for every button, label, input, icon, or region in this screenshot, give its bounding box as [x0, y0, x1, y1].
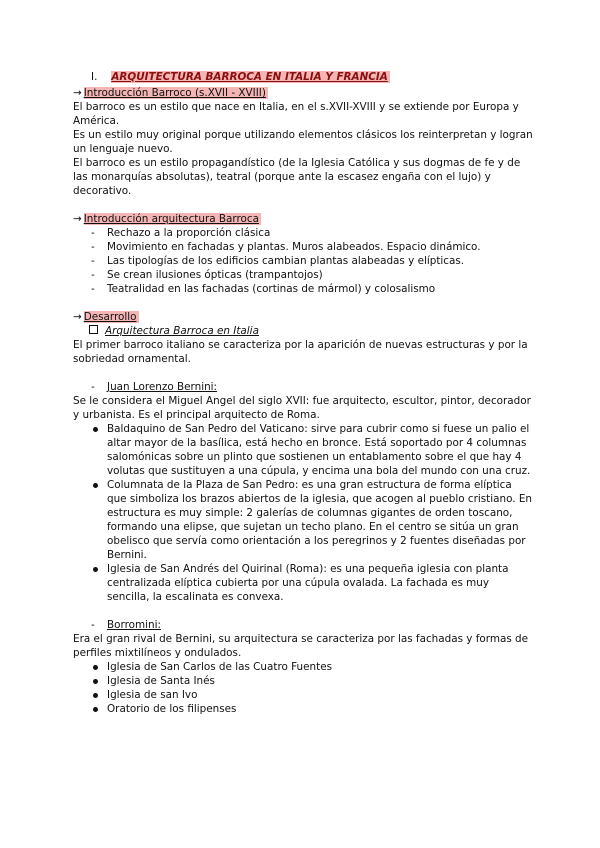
- intro-barroco-paragraph: El barroco es un estilo que nace en Italia, en el s.XVII-XVIII y se extiende por Europa y América.: [73, 101, 519, 127]
- checkbox-icon: [89, 325, 98, 334]
- bernini-name: Juan Lorenzo Bernini:: [107, 381, 218, 393]
- italia-subheading: [73, 324, 533, 338]
- list-item: Iglesia de San Carlos de las Cuatro Fuentes: [73, 660, 533, 674]
- intro-barroco-heading-text: Introducción Barroco (s.XVII - XVIII): [83, 87, 266, 99]
- list-item: Iglesia de San Andrés del Quirinal (Roma): es una pequeña iglesia con planta centralizada elíptica cubierta por una cúpula ovalada. La fachada es muy sencilla, la escalinata es convexa.: [73, 562, 533, 604]
- arrow-right-icon: →: [73, 213, 82, 225]
- section-title-line: [73, 70, 533, 86]
- list-item: Iglesia de san Ivo: [73, 688, 533, 702]
- borromini-intro: Era el gran rival de Bernini, su arquitectura se caracteriza por las fachadas y formas de perfiles mixtilíneos y ondulados.: [73, 633, 529, 659]
- section-title: ARQUITECTURA BARROCA EN ITALIA Y FRANCIA: [111, 71, 388, 83]
- list-item: - Rechazo a la proporción clásica: [73, 226, 533, 240]
- intro-arquitectura-heading-text: Introducción arquitectura Barroca: [83, 213, 259, 225]
- list-item: Iglesia de Santa Inés: [73, 674, 533, 688]
- borromini-heading: [73, 618, 533, 632]
- intro-arquitectura-heading: [73, 212, 533, 226]
- bernini-heading: [73, 380, 533, 394]
- spacer: [73, 604, 533, 618]
- list-item: - Teatralidad en las fachadas (cortinas de mármol) y colosalismo: [73, 282, 533, 296]
- spacer: [73, 366, 533, 380]
- list-item: Oratorio de los filipenses: [73, 702, 533, 716]
- list-item: - Las tipologías de los edificios cambian plantas alabeadas y elípticas.: [73, 254, 533, 268]
- document-page: [73, 70, 533, 716]
- spacer: [73, 198, 533, 212]
- intro-barroco-heading: [73, 86, 533, 100]
- list-item: - Movimiento en fachadas y plantas. Muros alabeados. Espacio dinámico.: [73, 240, 533, 254]
- desarrollo-intro: El primer barroco italiano se caracteriza por la aparición de nuevas estructuras y por la sobriedad ornamental.: [73, 339, 528, 365]
- list-item: - Se crean ilusiones ópticas (trampantojos): [73, 268, 533, 282]
- dash-marker: -: [91, 381, 95, 393]
- section-number: I.: [91, 71, 98, 83]
- list-item: Columnata de la Plaza de San Pedro: es una gran estructura de forma elíptica que simboliza los brazos abiertos de la iglesia, que acogen al pueblo cristiano. En estructura es muy simple: 2 galerías de columnas gigantes de orden toscano, formando una elipse, que sujetan un techo plano. En el centro se sitúa un gran obelisco que servía como orientación a los peregrinos y 2 fuentes diseñadas por Bernini.: [73, 478, 533, 562]
- intro-barroco-paragraph: El barroco es un estilo propagandístico (de la Iglesia Católica y sus dogmas de fe y de las monarquías absolutas), teatral (porque ante la escasez engaña con el lujo) y decorativo.: [73, 157, 521, 197]
- desarrollo-heading-text: Desarrollo: [83, 311, 137, 323]
- arrow-right-icon: →: [73, 311, 82, 323]
- borromini-works-list: [73, 660, 533, 716]
- bernini-works-list: [73, 422, 533, 604]
- intro-barroco-paragraph: Es un estilo muy original porque utilizando elementos clásicos los reinterpretan y logran un lenguaje nuevo.: [73, 129, 533, 155]
- list-item: Baldaquino de San Pedro del Vaticano: sirve para cubrir como si fuese un palio el altar mayor de la basílica, está hecho en bronce. Está soportado por 4 columnas salomónicas sobre un plinto que sostienen un entablamento sobre el que hay 4 volutas que sustituyen a una cúpula, y encima una bola del mundo con una cruz.: [73, 422, 533, 478]
- italia-subheading-text: Arquitectura Barroca en Italia: [105, 325, 259, 337]
- intro-arquitectura-list: [73, 226, 533, 296]
- spacer: [73, 296, 533, 310]
- dash-marker: -: [91, 619, 95, 631]
- desarrollo-heading: [73, 310, 533, 324]
- bernini-intro: Se le considera el Miguel Angel del siglo XVII: fue arquitecto, escultor, pintor, decorador y urbanista. Es el principal arquitecto de Roma.: [73, 395, 531, 421]
- arrow-right-icon: →: [73, 87, 82, 99]
- borromini-name: Borromini:: [107, 619, 161, 631]
